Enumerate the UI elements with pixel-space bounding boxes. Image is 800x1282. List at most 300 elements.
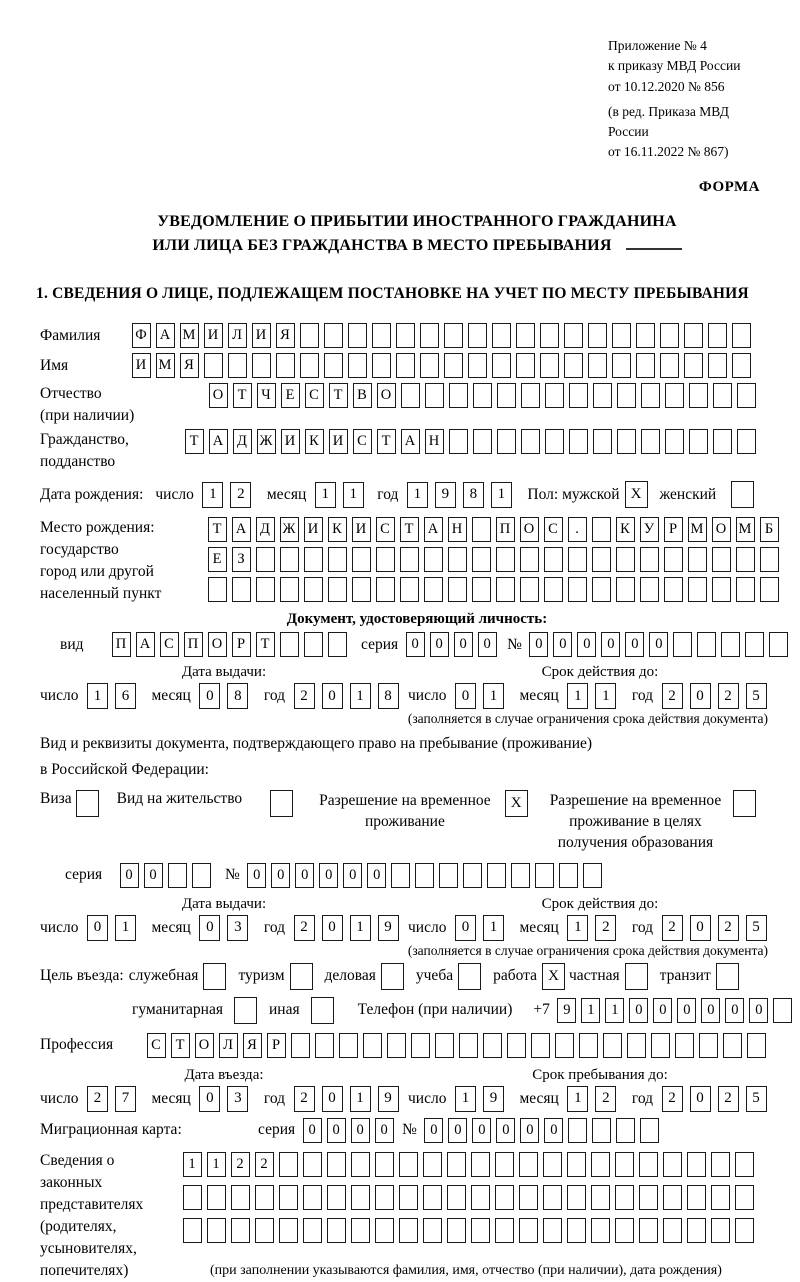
char-cell[interactable]: И <box>252 323 271 348</box>
char-cell[interactable] <box>616 1118 635 1143</box>
char-cell[interactable] <box>496 547 515 572</box>
char-cell[interactable]: 1 <box>483 915 504 941</box>
char-cell[interactable] <box>300 323 319 348</box>
char-cell[interactable] <box>396 323 415 348</box>
char-cell[interactable] <box>231 1218 250 1243</box>
char-cell[interactable]: 2 <box>595 915 616 941</box>
char-cell[interactable]: 3 <box>227 1086 248 1112</box>
char-cell[interactable]: 1 <box>567 683 588 709</box>
char-cell[interactable] <box>535 863 554 888</box>
char-cell[interactable]: 1 <box>207 1152 226 1177</box>
char-cell[interactable]: 9 <box>435 482 456 508</box>
char-cell[interactable]: 0 <box>322 683 343 709</box>
char-cell[interactable]: 2 <box>294 683 315 709</box>
char-cell[interactable] <box>444 353 463 378</box>
char-cell[interactable] <box>315 1033 334 1058</box>
char-cell[interactable] <box>396 353 415 378</box>
char-cell[interactable] <box>689 383 708 408</box>
char-cell[interactable] <box>228 353 247 378</box>
char-cell[interactable] <box>664 547 683 572</box>
char-cell[interactable] <box>279 1185 298 1210</box>
sex-female-checkbox[interactable] <box>731 481 754 508</box>
char-cell[interactable] <box>711 1218 730 1243</box>
char-cell[interactable] <box>760 547 779 572</box>
char-cell[interactable]: И <box>132 353 151 378</box>
char-cell[interactable]: 0 <box>199 915 220 941</box>
char-cell[interactable] <box>495 1185 514 1210</box>
char-cell[interactable] <box>400 577 419 602</box>
char-cell[interactable] <box>569 429 588 454</box>
char-cell[interactable] <box>543 1185 562 1210</box>
char-cell[interactable] <box>567 1152 586 1177</box>
char-cell[interactable] <box>304 632 323 657</box>
char-cell[interactable] <box>639 1152 658 1177</box>
char-cell[interactable]: 1 <box>455 1086 476 1112</box>
char-cell[interactable] <box>617 429 636 454</box>
char-cell[interactable]: 0 <box>303 1118 322 1143</box>
char-cell[interactable] <box>736 547 755 572</box>
char-cell[interactable] <box>543 1152 562 1177</box>
char-cell[interactable]: И <box>304 517 323 542</box>
char-cell[interactable]: 0 <box>553 632 572 657</box>
char-cell[interactable] <box>327 1152 346 1177</box>
char-cell[interactable]: . <box>568 517 587 542</box>
char-cell[interactable]: 8 <box>463 482 484 508</box>
char-cell[interactable] <box>708 353 727 378</box>
char-cell[interactable]: 1 <box>202 482 223 508</box>
char-cell[interactable]: 2 <box>718 683 739 709</box>
char-cell[interactable]: 0 <box>247 863 266 888</box>
char-cell[interactable] <box>411 1033 430 1058</box>
char-cell[interactable] <box>540 353 559 378</box>
char-cell[interactable]: 0 <box>601 632 620 657</box>
char-cell[interactable] <box>636 323 655 348</box>
char-cell[interactable]: 2 <box>662 915 683 941</box>
char-cell[interactable]: П <box>496 517 515 542</box>
char-cell[interactable] <box>423 1152 442 1177</box>
char-cell[interactable] <box>471 1185 490 1210</box>
char-cell[interactable] <box>616 547 635 572</box>
char-cell[interactable]: Т <box>377 429 396 454</box>
char-cell[interactable] <box>559 863 578 888</box>
char-cell[interactable]: Т <box>233 383 252 408</box>
char-cell[interactable] <box>760 577 779 602</box>
char-cell[interactable] <box>472 517 491 542</box>
char-cell[interactable] <box>424 577 443 602</box>
char-cell[interactable]: 2 <box>87 1086 108 1112</box>
char-cell[interactable] <box>232 577 251 602</box>
char-cell[interactable] <box>615 1152 634 1177</box>
char-cell[interactable]: Л <box>219 1033 238 1058</box>
char-cell[interactable] <box>639 1218 658 1243</box>
char-cell[interactable]: 1 <box>115 915 136 941</box>
char-cell[interactable] <box>593 429 612 454</box>
char-cell[interactable]: 0 <box>199 683 220 709</box>
residence-permit-checkbox[interactable] <box>270 790 293 817</box>
char-cell[interactable] <box>324 353 343 378</box>
char-cell[interactable]: 1 <box>605 998 624 1023</box>
char-cell[interactable] <box>291 1033 310 1058</box>
char-cell[interactable]: И <box>281 429 300 454</box>
char-cell[interactable] <box>737 383 756 408</box>
char-cell[interactable] <box>545 383 564 408</box>
char-cell[interactable] <box>520 547 539 572</box>
char-cell[interactable] <box>423 1218 442 1243</box>
char-cell[interactable]: Л <box>228 323 247 348</box>
char-cell[interactable] <box>448 547 467 572</box>
char-cell[interactable]: Е <box>208 547 227 572</box>
char-cell[interactable]: 0 <box>649 632 668 657</box>
char-cell[interactable] <box>420 353 439 378</box>
char-cell[interactable] <box>688 577 707 602</box>
char-cell[interactable] <box>399 1218 418 1243</box>
char-cell[interactable]: О <box>712 517 731 542</box>
char-cell[interactable]: 0 <box>749 998 768 1023</box>
char-cell[interactable] <box>640 547 659 572</box>
char-cell[interactable]: 5 <box>746 683 767 709</box>
char-cell[interactable] <box>712 547 731 572</box>
char-cell[interactable] <box>463 863 482 888</box>
char-cell[interactable] <box>708 323 727 348</box>
char-cell[interactable] <box>583 863 602 888</box>
char-cell[interactable]: О <box>520 517 539 542</box>
char-cell[interactable] <box>663 1152 682 1177</box>
char-cell[interactable] <box>688 547 707 572</box>
char-cell[interactable] <box>588 353 607 378</box>
char-cell[interactable] <box>665 429 684 454</box>
char-cell[interactable] <box>507 1033 526 1058</box>
char-cell[interactable]: 0 <box>87 915 108 941</box>
char-cell[interactable] <box>591 1152 610 1177</box>
char-cell[interactable] <box>569 383 588 408</box>
sex-male-checkbox[interactable]: X <box>625 481 648 508</box>
char-cell[interactable]: 2 <box>294 1086 315 1112</box>
char-cell[interactable]: 3 <box>227 915 248 941</box>
char-cell[interactable]: Ж <box>257 429 276 454</box>
char-cell[interactable] <box>769 632 788 657</box>
char-cell[interactable] <box>735 1218 754 1243</box>
char-cell[interactable] <box>617 383 636 408</box>
char-cell[interactable]: 0 <box>271 863 290 888</box>
char-cell[interactable]: 2 <box>231 1152 250 1177</box>
char-cell[interactable] <box>425 383 444 408</box>
char-cell[interactable] <box>545 429 564 454</box>
char-cell[interactable] <box>363 1033 382 1058</box>
char-cell[interactable]: 9 <box>378 915 399 941</box>
char-cell[interactable]: С <box>544 517 563 542</box>
char-cell[interactable] <box>472 577 491 602</box>
char-cell[interactable]: 1 <box>343 482 364 508</box>
char-cell[interactable] <box>516 323 535 348</box>
char-cell[interactable] <box>543 1218 562 1243</box>
char-cell[interactable]: Т <box>171 1033 190 1058</box>
char-cell[interactable]: Д <box>256 517 275 542</box>
char-cell[interactable]: 2 <box>662 1086 683 1112</box>
char-cell[interactable] <box>375 1152 394 1177</box>
char-cell[interactable]: Т <box>400 517 419 542</box>
char-cell[interactable] <box>168 863 187 888</box>
char-cell[interactable]: П <box>112 632 131 657</box>
char-cell[interactable]: 9 <box>378 1086 399 1112</box>
char-cell[interactable]: С <box>147 1033 166 1058</box>
char-cell[interactable] <box>303 1152 322 1177</box>
char-cell[interactable] <box>687 1218 706 1243</box>
char-cell[interactable] <box>773 998 792 1023</box>
char-cell[interactable] <box>459 1033 478 1058</box>
char-cell[interactable] <box>521 429 540 454</box>
char-cell[interactable]: А <box>232 517 251 542</box>
char-cell[interactable] <box>616 577 635 602</box>
char-cell[interactable]: И <box>352 517 371 542</box>
char-cell[interactable]: 0 <box>120 863 139 888</box>
char-cell[interactable] <box>531 1033 550 1058</box>
char-cell[interactable] <box>497 429 516 454</box>
char-cell[interactable] <box>735 1185 754 1210</box>
char-cell[interactable] <box>208 577 227 602</box>
char-cell[interactable]: 1 <box>350 1086 371 1112</box>
char-cell[interactable] <box>391 863 410 888</box>
char-cell[interactable] <box>640 1118 659 1143</box>
char-cell[interactable] <box>204 353 223 378</box>
char-cell[interactable]: 2 <box>718 915 739 941</box>
char-cell[interactable]: Н <box>448 517 467 542</box>
char-cell[interactable]: М <box>688 517 707 542</box>
char-cell[interactable] <box>579 1033 598 1058</box>
char-cell[interactable]: М <box>180 323 199 348</box>
char-cell[interactable]: Т <box>185 429 204 454</box>
char-cell[interactable]: 7 <box>115 1086 136 1112</box>
char-cell[interactable]: 2 <box>718 1086 739 1112</box>
char-cell[interactable] <box>564 353 583 378</box>
char-cell[interactable]: 0 <box>677 998 696 1023</box>
char-cell[interactable] <box>376 547 395 572</box>
char-cell[interactable]: 0 <box>690 683 711 709</box>
char-cell[interactable]: 1 <box>595 683 616 709</box>
char-cell[interactable] <box>747 1033 766 1058</box>
char-cell[interactable]: В <box>353 383 372 408</box>
char-cell[interactable] <box>641 429 660 454</box>
char-cell[interactable] <box>713 429 732 454</box>
char-cell[interactable]: Н <box>425 429 444 454</box>
char-cell[interactable] <box>737 429 756 454</box>
purpose-work-checkbox[interactable]: X <box>542 963 565 990</box>
char-cell[interactable]: З <box>232 547 251 572</box>
char-cell[interactable] <box>735 1152 754 1177</box>
char-cell[interactable]: А <box>209 429 228 454</box>
char-cell[interactable] <box>519 1185 538 1210</box>
char-cell[interactable] <box>348 323 367 348</box>
char-cell[interactable] <box>352 577 371 602</box>
char-cell[interactable] <box>351 1218 370 1243</box>
char-cell[interactable] <box>592 517 611 542</box>
char-cell[interactable]: 0 <box>322 915 343 941</box>
char-cell[interactable]: 0 <box>327 1118 346 1143</box>
char-cell[interactable]: 0 <box>367 863 386 888</box>
char-cell[interactable] <box>615 1218 634 1243</box>
char-cell[interactable] <box>588 323 607 348</box>
char-cell[interactable] <box>699 1033 718 1058</box>
char-cell[interactable] <box>564 323 583 348</box>
purpose-private-checkbox[interactable] <box>625 963 648 990</box>
char-cell[interactable]: Т <box>208 517 227 542</box>
char-cell[interactable] <box>540 323 559 348</box>
char-cell[interactable]: Е <box>281 383 300 408</box>
char-cell[interactable] <box>375 1218 394 1243</box>
char-cell[interactable] <box>399 1152 418 1177</box>
char-cell[interactable]: О <box>208 632 227 657</box>
char-cell[interactable] <box>423 1185 442 1210</box>
char-cell[interactable]: У <box>640 517 659 542</box>
char-cell[interactable] <box>664 577 683 602</box>
char-cell[interactable] <box>591 1185 610 1210</box>
char-cell[interactable] <box>567 1218 586 1243</box>
char-cell[interactable]: 0 <box>295 863 314 888</box>
char-cell[interactable] <box>687 1185 706 1210</box>
char-cell[interactable]: 1 <box>581 998 600 1023</box>
char-cell[interactable]: Я <box>276 323 295 348</box>
char-cell[interactable]: 0 <box>653 998 672 1023</box>
char-cell[interactable]: Б <box>760 517 779 542</box>
char-cell[interactable] <box>712 577 731 602</box>
char-cell[interactable] <box>615 1185 634 1210</box>
char-cell[interactable] <box>231 1185 250 1210</box>
char-cell[interactable]: А <box>136 632 155 657</box>
char-cell[interactable] <box>352 547 371 572</box>
char-cell[interactable]: 1 <box>567 915 588 941</box>
char-cell[interactable]: 0 <box>690 915 711 941</box>
char-cell[interactable] <box>279 1218 298 1243</box>
char-cell[interactable] <box>687 1152 706 1177</box>
purpose-study-checkbox[interactable] <box>458 963 481 990</box>
char-cell[interactable] <box>280 577 299 602</box>
char-cell[interactable]: 0 <box>343 863 362 888</box>
char-cell[interactable] <box>255 1185 274 1210</box>
purpose-tourism-checkbox[interactable] <box>290 963 313 990</box>
char-cell[interactable] <box>280 632 299 657</box>
char-cell[interactable] <box>324 323 343 348</box>
char-cell[interactable] <box>732 323 751 348</box>
char-cell[interactable] <box>471 1218 490 1243</box>
char-cell[interactable] <box>684 323 703 348</box>
char-cell[interactable] <box>473 383 492 408</box>
char-cell[interactable]: 0 <box>424 1118 443 1143</box>
char-cell[interactable]: 8 <box>378 683 399 709</box>
char-cell[interactable] <box>207 1185 226 1210</box>
char-cell[interactable]: 0 <box>454 632 473 657</box>
char-cell[interactable]: 0 <box>725 998 744 1023</box>
char-cell[interactable] <box>673 632 692 657</box>
char-cell[interactable]: Т <box>329 383 348 408</box>
char-cell[interactable]: С <box>160 632 179 657</box>
char-cell[interactable] <box>592 577 611 602</box>
char-cell[interactable] <box>439 863 458 888</box>
char-cell[interactable] <box>328 547 347 572</box>
char-cell[interactable] <box>447 1152 466 1177</box>
purpose-commercial-checkbox[interactable] <box>381 963 404 990</box>
char-cell[interactable] <box>640 577 659 602</box>
char-cell[interactable] <box>723 1033 742 1058</box>
char-cell[interactable] <box>279 1152 298 1177</box>
char-cell[interactable]: И <box>204 323 223 348</box>
purpose-transit-checkbox[interactable] <box>716 963 739 990</box>
char-cell[interactable] <box>689 429 708 454</box>
char-cell[interactable]: 0 <box>520 1118 539 1143</box>
char-cell[interactable]: 0 <box>351 1118 370 1143</box>
char-cell[interactable] <box>519 1218 538 1243</box>
char-cell[interactable] <box>372 323 391 348</box>
char-cell[interactable]: 0 <box>478 632 497 657</box>
char-cell[interactable] <box>593 383 612 408</box>
char-cell[interactable] <box>303 1218 322 1243</box>
char-cell[interactable]: Р <box>664 517 683 542</box>
char-cell[interactable]: 0 <box>322 1086 343 1112</box>
char-cell[interactable] <box>327 1185 346 1210</box>
char-cell[interactable]: С <box>305 383 324 408</box>
char-cell[interactable] <box>376 577 395 602</box>
char-cell[interactable] <box>327 1218 346 1243</box>
char-cell[interactable] <box>256 577 275 602</box>
char-cell[interactable]: А <box>156 323 175 348</box>
char-cell[interactable] <box>280 547 299 572</box>
char-cell[interactable]: 0 <box>544 1118 563 1143</box>
char-cell[interactable] <box>568 577 587 602</box>
char-cell[interactable] <box>684 353 703 378</box>
char-cell[interactable] <box>627 1033 646 1058</box>
char-cell[interactable] <box>713 383 732 408</box>
char-cell[interactable] <box>492 353 511 378</box>
char-cell[interactable] <box>448 577 467 602</box>
char-cell[interactable]: А <box>401 429 420 454</box>
char-cell[interactable] <box>328 577 347 602</box>
char-cell[interactable]: 1 <box>483 683 504 709</box>
char-cell[interactable] <box>660 323 679 348</box>
char-cell[interactable] <box>415 863 434 888</box>
char-cell[interactable] <box>612 323 631 348</box>
char-cell[interactable] <box>711 1152 730 1177</box>
char-cell[interactable] <box>736 577 755 602</box>
char-cell[interactable]: 0 <box>529 632 548 657</box>
char-cell[interactable] <box>496 577 515 602</box>
char-cell[interactable] <box>339 1033 358 1058</box>
char-cell[interactable] <box>636 353 655 378</box>
char-cell[interactable] <box>521 383 540 408</box>
char-cell[interactable] <box>472 547 491 572</box>
char-cell[interactable] <box>183 1218 202 1243</box>
char-cell[interactable]: 6 <box>115 683 136 709</box>
char-cell[interactable]: Я <box>180 353 199 378</box>
char-cell[interactable] <box>420 323 439 348</box>
char-cell[interactable]: Я <box>243 1033 262 1058</box>
char-cell[interactable] <box>449 383 468 408</box>
char-cell[interactable] <box>304 547 323 572</box>
char-cell[interactable] <box>444 323 463 348</box>
char-cell[interactable]: 9 <box>557 998 576 1023</box>
char-cell[interactable] <box>492 323 511 348</box>
char-cell[interactable]: С <box>353 429 372 454</box>
char-cell[interactable]: 0 <box>577 632 596 657</box>
char-cell[interactable] <box>663 1185 682 1210</box>
char-cell[interactable]: 2 <box>230 482 251 508</box>
char-cell[interactable] <box>435 1033 454 1058</box>
char-cell[interactable]: 0 <box>430 632 449 657</box>
char-cell[interactable]: 0 <box>472 1118 491 1143</box>
char-cell[interactable]: 2 <box>662 683 683 709</box>
char-cell[interactable]: М <box>156 353 175 378</box>
char-cell[interactable] <box>207 1218 226 1243</box>
char-cell[interactable] <box>591 1218 610 1243</box>
char-cell[interactable]: 0 <box>144 863 163 888</box>
char-cell[interactable] <box>544 577 563 602</box>
